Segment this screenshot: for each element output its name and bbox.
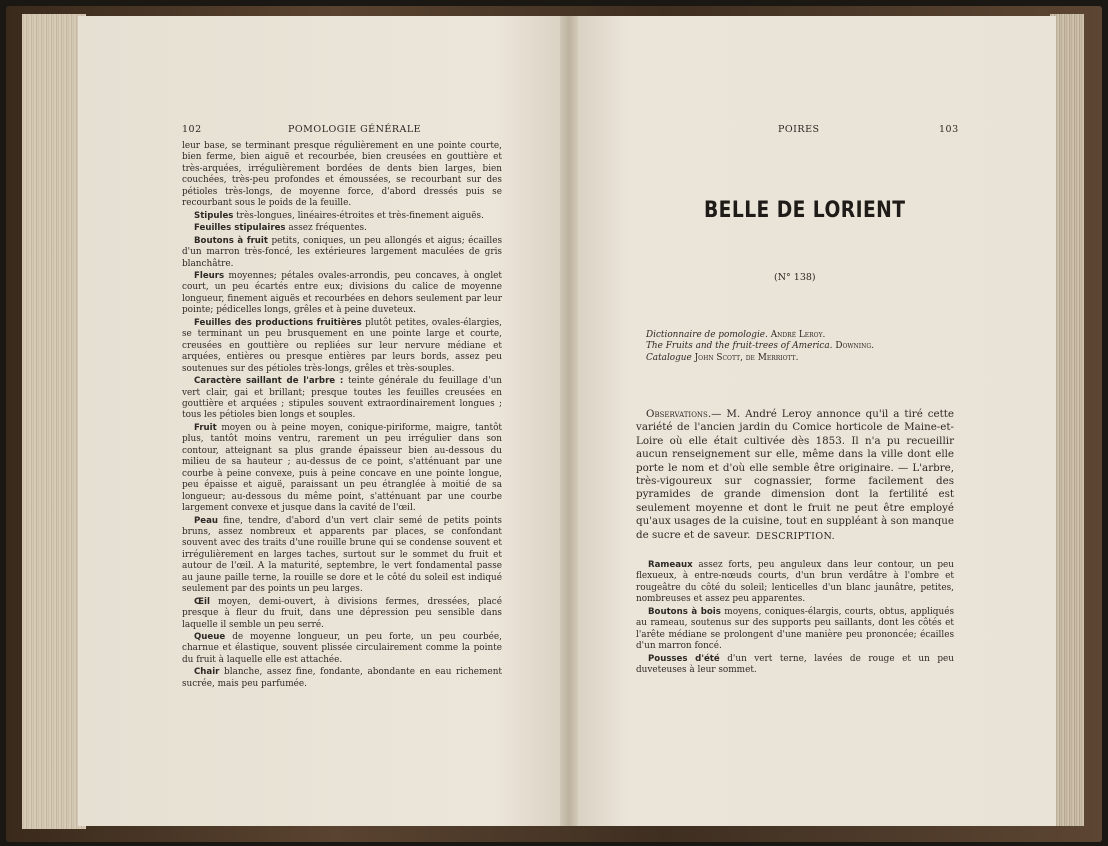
right-body-text: [636, 560, 954, 678]
left-text: moyen, demi-ouvert, à divisions fermes, dressées, placé presque à fleur du fruit, dans une dépression peu sensible dans laquelle il semble un peu serré.: [182, 596, 502, 630]
left-term: Feuilles stipulaires: [194, 223, 286, 234]
right-paragraph: [636, 654, 954, 677]
page-edges-left: [22, 14, 86, 829]
left-body-text: [182, 141, 502, 691]
left-text: plutôt petites, ovales-élargies, se terminant un peu brusquement en une pointe large et courte, creusées en gouttière ou repliées sur leur nervure médiane et arquées, entières ou presque entières par leurs bords, assez peu soutenues sur des pétioles très-longs, grêles et très-souples.: [182, 317, 502, 374]
left-term: Feuilles des productions fruitières: [194, 317, 362, 328]
left-term: Œil: [194, 596, 210, 607]
right-running-head: POIRES: [778, 124, 820, 135]
right-text: d'un vert terne, lavées de rouge et un peu duveteuses à leur sommet.: [636, 653, 954, 676]
left-text: assez fréquentes.: [288, 223, 367, 234]
left-paragraph: [182, 271, 502, 317]
description-heading: DESCRIPTION.: [756, 531, 836, 542]
observations-text: — M. André Leroy annonce qu'il a tiré cette variété de l'ancien jardin du Comice horticole de Maine-et-Loire où elle était cultivée dès 1853. Il n'a pu recueillir aucun renseignement sur elle, même dans la ville dont elle porte le nom et d'où elle semble être originaire. — L'arbre, très-vigoureux sur cognassier, forme facilement des pyramides de grande dimension dont la fertilité est seulement moyenne et dont le fruit ne peut être employé qu'aux usages de la cuisine, tout en suppléant à son manque de sucre et de saveur.: [636, 408, 954, 541]
left-paragraph: [182, 423, 502, 515]
left-text: moyennes; pétales ovales-arrondis, peu concaves, à onglet court, un peu écartés entre eux; divisions du calice de moyenne longueur, finement aiguës et recourbées en dehors seulement par leur pointe; pédicelles longs, grêles et à peine duveteux.: [182, 270, 502, 316]
left-term: Chair: [194, 667, 220, 678]
left-paragraph: [182, 516, 502, 596]
book-gutter: [560, 16, 578, 826]
right-text: moyens, coniques-élargis, courts, obtus, appliqués au rameau, soutenus sur des supports peu saillants, dont les côtés et l'arête médiane se prolongent d'une manière peu prononcée; écailles d'un marron foncé.: [636, 606, 955, 652]
observations: [636, 408, 954, 542]
left-paragraph: [182, 236, 502, 270]
left-term: Caractère saillant de l'arbre :: [194, 376, 344, 387]
left-paragraph: [182, 597, 502, 631]
left-paragraph: [182, 632, 502, 666]
left-text: leur base, se terminant presque régulièrement en une pointe courte, bien ferme, bien aiguë et recourbée, bien creusées en gouttière et très-arquées, irrégulièrement bordées de dents bien larges, bien couchées, très-peu profondes et émoussées, se recourbant sur des pétioles très-longs, de moyenne force, d'abord dressés puis se recourbant sous le poids de la feuille.: [182, 141, 502, 209]
left-term: Stipules: [194, 210, 234, 221]
reference-2: The Fruits and the fruit-trees of America. Downing.: [646, 341, 875, 352]
right-term: Rameaux: [648, 560, 693, 570]
left-page-number: 102: [182, 124, 202, 135]
left-term: Fruit: [194, 422, 217, 433]
left-text: fine, tendre, d'abord d'un vert clair semé de petits points bruns, assez nombreux et apparents par places, se confondant souvent avec des traits d'une rouille brune qui se condense souvent et irrégulièrement en larges taches, surtout sur le sommet du fruit et autour de l'œil. A la maturité, septembre, le vert fondamental passe au jaune paille terne, la rouille se dore et le côté du soleil est indiqué seulement par des points un peu larges.: [182, 515, 502, 595]
variety-title: BELLE DE LORIENT: [704, 198, 906, 223]
left-text: petits, coniques, un peu allongés et aigus; écailles d'un marron très-foncé, les extérieures largement maculées de gris blanchâtre.: [182, 235, 503, 269]
left-paragraph: [182, 376, 502, 422]
left-text: de moyenne longueur, un peu forte, un peu courbée, charnue et élastique, souvent plissée circulairement comme la pointe du fruit à laquelle elle est attachée.: [182, 632, 502, 665]
left-text: très-longues, linéaires-étroites et très-finement aiguës.: [236, 210, 484, 221]
right-term: Pousses d'été: [648, 653, 720, 664]
left-paragraph: [182, 318, 502, 375]
left-term: Peau: [194, 515, 219, 526]
right-paragraph: [636, 607, 954, 653]
reference-3: Catalogue John Scott, de Merriott.: [646, 352, 799, 363]
variety-number: (N° 138): [774, 272, 816, 283]
left-term: Boutons à fruit: [194, 235, 268, 246]
left-paragraph: [182, 667, 502, 690]
left-paragraph: [182, 141, 502, 210]
right-paragraph: [636, 560, 954, 606]
reference-1: Dictionnaire de pomologie. André Leroy.: [646, 330, 826, 340]
left-paragraph: [182, 211, 502, 222]
right-page-number: 103: [939, 124, 959, 135]
observations-label: Observations.: [646, 408, 712, 420]
references: [646, 330, 874, 364]
right-term: Boutons à bois: [648, 606, 721, 617]
left-term: Queue: [194, 632, 226, 643]
right-text: assez forts, peu anguleux dans leur contour, un peu flexueux, à entre-nœuds courts, d'un brun verdâtre à l'ombre et rougeâtre du côté du soleil; lenticelles d'un blanc jaunâtre, petites, nombreuses et assez peu apparentes.: [636, 560, 954, 605]
left-text: moyen ou à peine moyen, conique-piriforme, maigre, tantôt plus, tantôt moins ventru, rarement un peu irrégulier dans son contour, atteignant sa plus grande épaisseur bien au-dessous du milieu de sa hauteur ; au-dessus de ce point, s'atténuant par une courbe à peine convexe, puis à peine concave en une pointe longue, peu épaisse et aiguë, paraissant un peu étranglée à moitié de sa longueur; au-dessous du même point, s'atténuant par une courbe largement convexe et jusque dans la cavité de l'œil.: [182, 422, 502, 514]
left-text: teinte générale du feuillage d'un vert clair, gai et brillant; presque toutes les feuilles creusées en gouttière et arquées ; stipules souvent extraordinairement longues ; tous les pétioles bien longs et souples.: [182, 376, 503, 421]
left-running-head: POMOLOGIE GÉNÉRALE: [288, 124, 422, 135]
left-text: blanche, assez fine, fondante, abondante en eau richement sucrée, mais peu parfumée.: [182, 667, 502, 689]
left-paragraph: [182, 223, 502, 234]
left-term: Fleurs: [194, 270, 225, 281]
